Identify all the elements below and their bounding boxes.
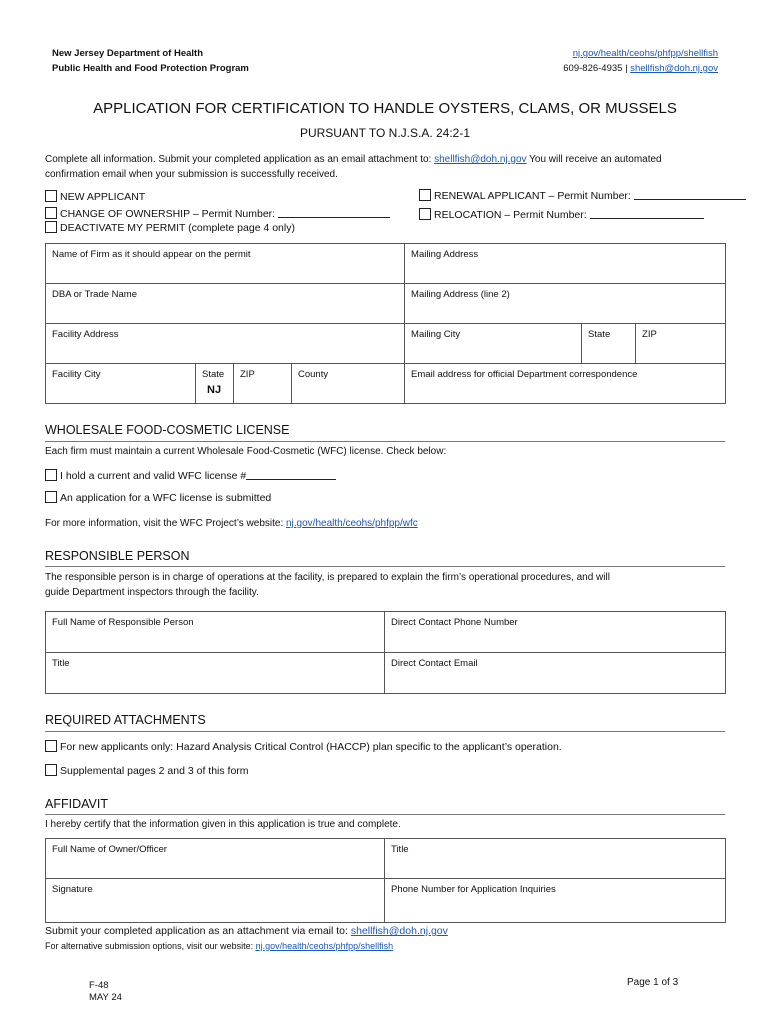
- facility-state-label: State: [202, 369, 225, 380]
- wfc-website-link[interactable]: nj.gov/health/ceohs/phfpp/wfc: [286, 518, 418, 529]
- responsible-title-label: Title: [52, 658, 70, 669]
- firm-name-label: Name of Firm as it should appear on the permit: [52, 249, 251, 260]
- affidavit-description: I hereby certify that the information given in this application is true and complete.: [45, 819, 401, 830]
- intro-text-1: Complete all information. Submit your completed application as an email attachment to:: [45, 154, 435, 165]
- responsible-email-field[interactable]: [385, 653, 726, 694]
- facility-city-field[interactable]: [46, 364, 196, 404]
- submit-email-link[interactable]: shellfish@doh.nj.gov: [350, 925, 448, 937]
- wfc-option-application: [45, 491, 271, 506]
- wfc-license-number-field[interactable]: [246, 468, 336, 480]
- header-url-link[interactable]: nj.gov/health/ceohs/phfpp/shellfish: [572, 48, 718, 59]
- wfc-application-checkbox[interactable]: [45, 491, 57, 503]
- facility-address-field[interactable]: [46, 324, 405, 364]
- owner-title-label: Title: [391, 844, 409, 855]
- mailing-state-field[interactable]: [582, 324, 636, 364]
- intro-text-2: You will receive an automated: [526, 154, 662, 165]
- facility-zip-label: ZIP: [240, 369, 255, 380]
- alt-submit-text: For alternative submission options, visit our website:: [45, 941, 256, 951]
- alt-submit-link[interactable]: nj.gov/health/ceohs/phfpp/shellfish: [255, 941, 394, 951]
- affidavit-divider: [45, 814, 725, 815]
- option-relocation: [419, 207, 704, 223]
- mailing-zip-field[interactable]: [636, 324, 726, 364]
- responsible-desc-1: The responsible person is in charge of operations at the facility, is prepared to explain the firm’s operational procedures, and will: [45, 572, 610, 583]
- wfc-option-license: [45, 468, 336, 484]
- affidavit-heading: AFFIDAVIT: [45, 797, 108, 811]
- renewal-checkbox[interactable]: [419, 189, 431, 201]
- form-footer: [89, 980, 122, 1004]
- option-change-ownership: [45, 206, 390, 222]
- official-email-label: Email address for official Department correspondence: [411, 369, 638, 380]
- facility-address-label: Facility Address: [52, 329, 119, 340]
- attachments-option-supplemental: [45, 764, 249, 779]
- responsible-desc-2: guide Department inspectors through the facility.: [45, 587, 259, 598]
- submit-line: [45, 924, 448, 938]
- new-applicant-label: NEW APPLICANT: [60, 191, 146, 203]
- official-email-field[interactable]: [405, 364, 726, 404]
- haccp-checkbox[interactable]: [45, 740, 57, 752]
- relocation-permit-number-field[interactable]: [590, 207, 704, 219]
- owner-name-field[interactable]: [46, 839, 385, 879]
- header-phone: 609-826-4935: [563, 63, 623, 74]
- header-email-link[interactable]: shellfish@doh.nj.gov: [630, 63, 718, 74]
- deactivate-label: DEACTIVATE MY PERMIT (complete page 4 only): [60, 222, 295, 234]
- affidavit-table: [45, 838, 726, 923]
- agency-name: New Jersey Department of Health: [52, 48, 203, 59]
- signature-field[interactable]: [46, 879, 385, 923]
- agency-header: [52, 46, 249, 76]
- change-ownership-checkbox[interactable]: [45, 207, 57, 219]
- mailing-address-field[interactable]: [405, 244, 726, 284]
- county-label: County: [298, 369, 329, 380]
- firm-info-table: [45, 243, 726, 404]
- form-subtitle: PURSUANT TO N.J.S.A. 24:2-1: [299, 126, 471, 140]
- haccp-label: For new applicants only: Hazard Analysis Critical Control (HACCP) plan specific to the applicant’s operation.: [60, 741, 562, 753]
- mailing-address-label: Mailing Address: [411, 249, 479, 260]
- county-field[interactable]: [292, 364, 405, 404]
- form-id: F-48: [89, 980, 109, 991]
- responsible-email-label: Direct Contact Email: [391, 658, 478, 669]
- facility-state-value: NJ: [207, 384, 222, 396]
- contact-header: [563, 46, 718, 76]
- responsible-description: [45, 570, 735, 600]
- page-number: Page 1 of 3: [627, 977, 679, 988]
- relocation-checkbox[interactable]: [419, 208, 431, 220]
- renewal-permit-number-field[interactable]: [634, 188, 746, 200]
- facility-city-label: Facility City: [52, 369, 101, 380]
- inquiry-phone-label: Phone Number for Application Inquiries: [391, 884, 556, 895]
- intro-text: [45, 152, 735, 182]
- supplemental-checkbox[interactable]: [45, 764, 57, 776]
- wfc-description: Each firm must maintain a current Wholesale Food-Cosmetic (WFC) license. Check below:: [45, 446, 447, 457]
- wfc-divider: [45, 441, 725, 442]
- mailing-zip-label: ZIP: [642, 329, 657, 340]
- intro-email-link[interactable]: shellfish@doh.nj.gov: [434, 154, 527, 165]
- facility-state-field[interactable]: [196, 364, 234, 404]
- attachments-option-haccp: [45, 740, 562, 755]
- responsible-heading: RESPONSIBLE PERSON: [45, 549, 190, 563]
- responsible-table: [45, 611, 726, 694]
- owner-name-label: Full Name of Owner/Officer: [52, 844, 167, 855]
- change-ownership-label: CHANGE OF OWNERSHIP – Permit Number:: [60, 208, 276, 220]
- responsible-phone-label: Direct Contact Phone Number: [391, 617, 518, 628]
- intro-text-3: confirmation email when your submission is successfully received.: [45, 169, 338, 180]
- form-title: APPLICATION FOR CERTIFICATION TO HANDLE OYSTERS, CLAMS, OR MUSSELS: [93, 100, 677, 117]
- wfc-application-label: An application for a WFC license is submitted: [60, 492, 272, 504]
- attachments-heading: REQUIRED ATTACHMENTS: [45, 713, 206, 727]
- firm-name-field[interactable]: [46, 244, 405, 284]
- option-new-applicant: [45, 190, 145, 205]
- mailing-address-2-field[interactable]: [405, 284, 726, 324]
- attachments-divider: [45, 731, 725, 732]
- relocation-label: RELOCATION – Permit Number:: [434, 209, 587, 221]
- wfc-license-checkbox[interactable]: [45, 469, 57, 481]
- inquiry-phone-field[interactable]: [385, 879, 726, 923]
- dba-field[interactable]: [46, 284, 405, 324]
- mailing-city-field[interactable]: [405, 324, 582, 364]
- submit-text: Submit your completed application as an attachment via email to:: [45, 925, 351, 937]
- mailing-city-label: Mailing City: [411, 329, 461, 340]
- alt-submit-line: [45, 940, 393, 952]
- wfc-more-text: For more information, visit the WFC Project’s website:: [45, 518, 286, 529]
- signature-label: Signature: [52, 884, 93, 895]
- deactivate-checkbox[interactable]: [45, 221, 57, 233]
- renewal-label: RENEWAL APPLICANT – Permit Number:: [434, 190, 631, 202]
- wfc-license-label: I hold a current and valid WFC license #: [60, 470, 247, 482]
- responsible-divider: [45, 566, 725, 567]
- supplemental-label: Supplemental pages 2 and 3 of this form: [60, 765, 249, 777]
- responsible-phone-field[interactable]: [385, 612, 726, 653]
- owner-title-field[interactable]: [385, 839, 726, 879]
- option-renewal: [419, 188, 746, 204]
- wfc-more-info: [45, 516, 418, 531]
- new-applicant-checkbox[interactable]: [45, 190, 57, 202]
- mailing-address-2-label: Mailing Address (line 2): [411, 289, 510, 300]
- wfc-heading: WHOLESALE FOOD-COSMETIC LICENSE: [45, 423, 290, 437]
- responsible-title-field[interactable]: [46, 653, 385, 694]
- program-name: Public Health and Food Protection Program: [52, 63, 249, 74]
- change-permit-number-field[interactable]: [278, 206, 390, 218]
- form-date: MAY 24: [89, 992, 122, 1003]
- responsible-name-label: Full Name of Responsible Person: [52, 617, 194, 628]
- header-separator: |: [622, 63, 631, 74]
- option-deactivate: [45, 221, 295, 236]
- dba-label: DBA or Trade Name: [52, 289, 138, 300]
- responsible-name-field[interactable]: [46, 612, 385, 653]
- facility-zip-field[interactable]: [234, 364, 292, 404]
- mailing-state-label: State: [588, 329, 611, 340]
